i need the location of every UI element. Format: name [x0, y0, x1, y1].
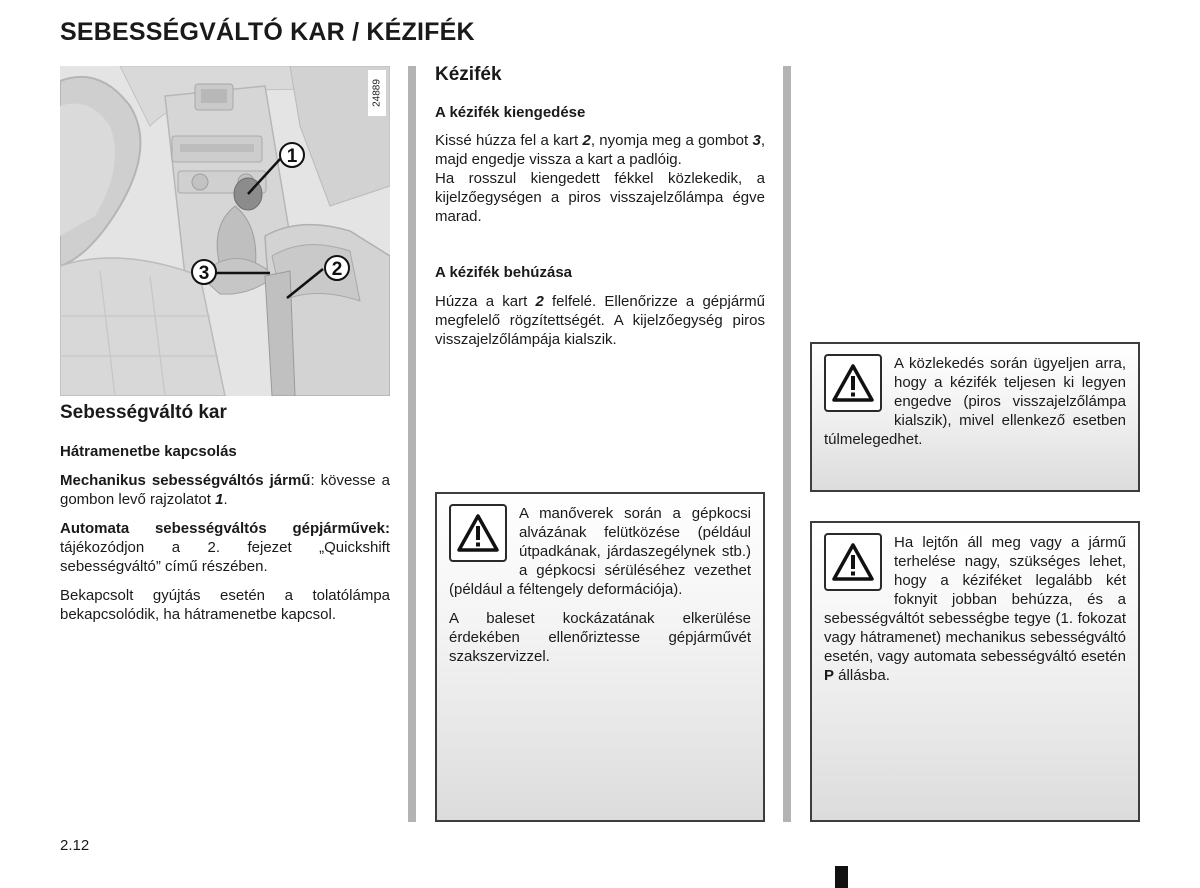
- handbrake-apply-body: [435, 292, 765, 359]
- image-id-label: [368, 70, 386, 116]
- handbrake-release-body: [435, 131, 765, 236]
- gear-lever-body: [60, 471, 390, 634]
- warning-triangle-icon: [824, 533, 882, 591]
- overheat-warning-text: A közlekedés során ügyeljen arra, hogy a kézifék teljesen ki legyen engedve (piros visszajelzőlámpa kialszik), mivel ellenkező esetben túlmelegedhet.: [824, 355, 1126, 448]
- callout-1-label: 1: [286, 146, 298, 167]
- release-warning-text: Ha rosszul kiengedett fékkel közlekedik, a kijelzőegységen a piros visszajelzőlámpa égve marad.: [435, 170, 765, 225]
- column-divider-right: [783, 66, 791, 822]
- interior-illustration: [60, 66, 390, 396]
- overheat-warning-box: [810, 342, 1140, 492]
- callout-1: [280, 143, 304, 167]
- manual-gearbox-paragraph: Mechanikus sebességváltós jármű: kövesse a gombon levő rajzolatot 1.: [60, 472, 390, 508]
- gear-lever-handbrake-photo: [60, 66, 390, 396]
- reverse-light-paragraph: Bekapcsolt gyújtás esetén a tolatólámpa bekapcsolódik, ha hátramenetbe kapcsol.: [60, 587, 390, 623]
- callout-3-label: 3: [198, 263, 210, 284]
- page-number: 2.12: [60, 837, 90, 854]
- column-divider-left: [408, 66, 416, 822]
- handbrake-apply-heading: A kézifék behúzása: [435, 264, 572, 281]
- handbrake-release-heading: A kézifék kiengedése: [435, 104, 586, 121]
- maneuver-warning-box: [435, 492, 765, 822]
- handbrake-heading: Kézifék: [435, 64, 502, 85]
- slope-warning-box: [810, 521, 1140, 822]
- warning-triangle-icon: [449, 504, 507, 562]
- callout-2: [325, 256, 349, 280]
- image-id-text: 24889: [371, 79, 383, 107]
- automatic-gearbox-paragraph: Automata sebességváltós gépjárművek: tájékozódjon a 2. fejezet „Quickshift sebességváltó” című részében.: [60, 520, 390, 575]
- apply-instruction: Húzza a kart 2 felfelé. Ellenőrizze a gépjármű megfelelő rögzítettségét. A kijelzőegység piros visszajelzőlámpája kialszik.: [435, 293, 766, 348]
- page-title: SEBESSÉGVÁLTÓ KAR / KÉZIFÉK: [60, 18, 475, 46]
- slope-warning-text: Ha lejtőn áll meg vagy a jármű terhelése nagy, szükséges lehet, hogy a kéziféket legalább két foknyit jobban behúzza, és a sebességváltót sebességbe tegye (1. fokozat vagy hátramenet) mechanikus sebességváltó esetén, vagy automata sebességváltó esetén P állásba.: [824, 534, 1126, 684]
- maneuver-warning-p2: A baleset kockázatának elkerülése érdekében ellenőriztesse gépjárművét szakszervizzel.: [449, 610, 751, 665]
- release-instruction: Kissé húzza fel a kart 2, nyomja meg a gombot 3, majd engedje vissza a kart a padlóig.: [435, 132, 765, 168]
- maneuver-warning-p1: A manőverek során a gépkocsi alvázának felütközése (például útpadkának, járdaszegélynek stb.) a gépkocsi sérüléséhez vezethet (például a féltengely deformációja).: [449, 505, 751, 598]
- reverse-gear-heading: Hátramenetbe kapcsolás: [60, 443, 237, 460]
- callout-3: [192, 260, 216, 284]
- page-thumb-index-mark: [835, 866, 848, 888]
- warning-triangle-icon: [824, 354, 882, 412]
- callout-2-label: 2: [331, 259, 343, 280]
- gear-lever-heading: Sebességváltó kar: [60, 402, 227, 423]
